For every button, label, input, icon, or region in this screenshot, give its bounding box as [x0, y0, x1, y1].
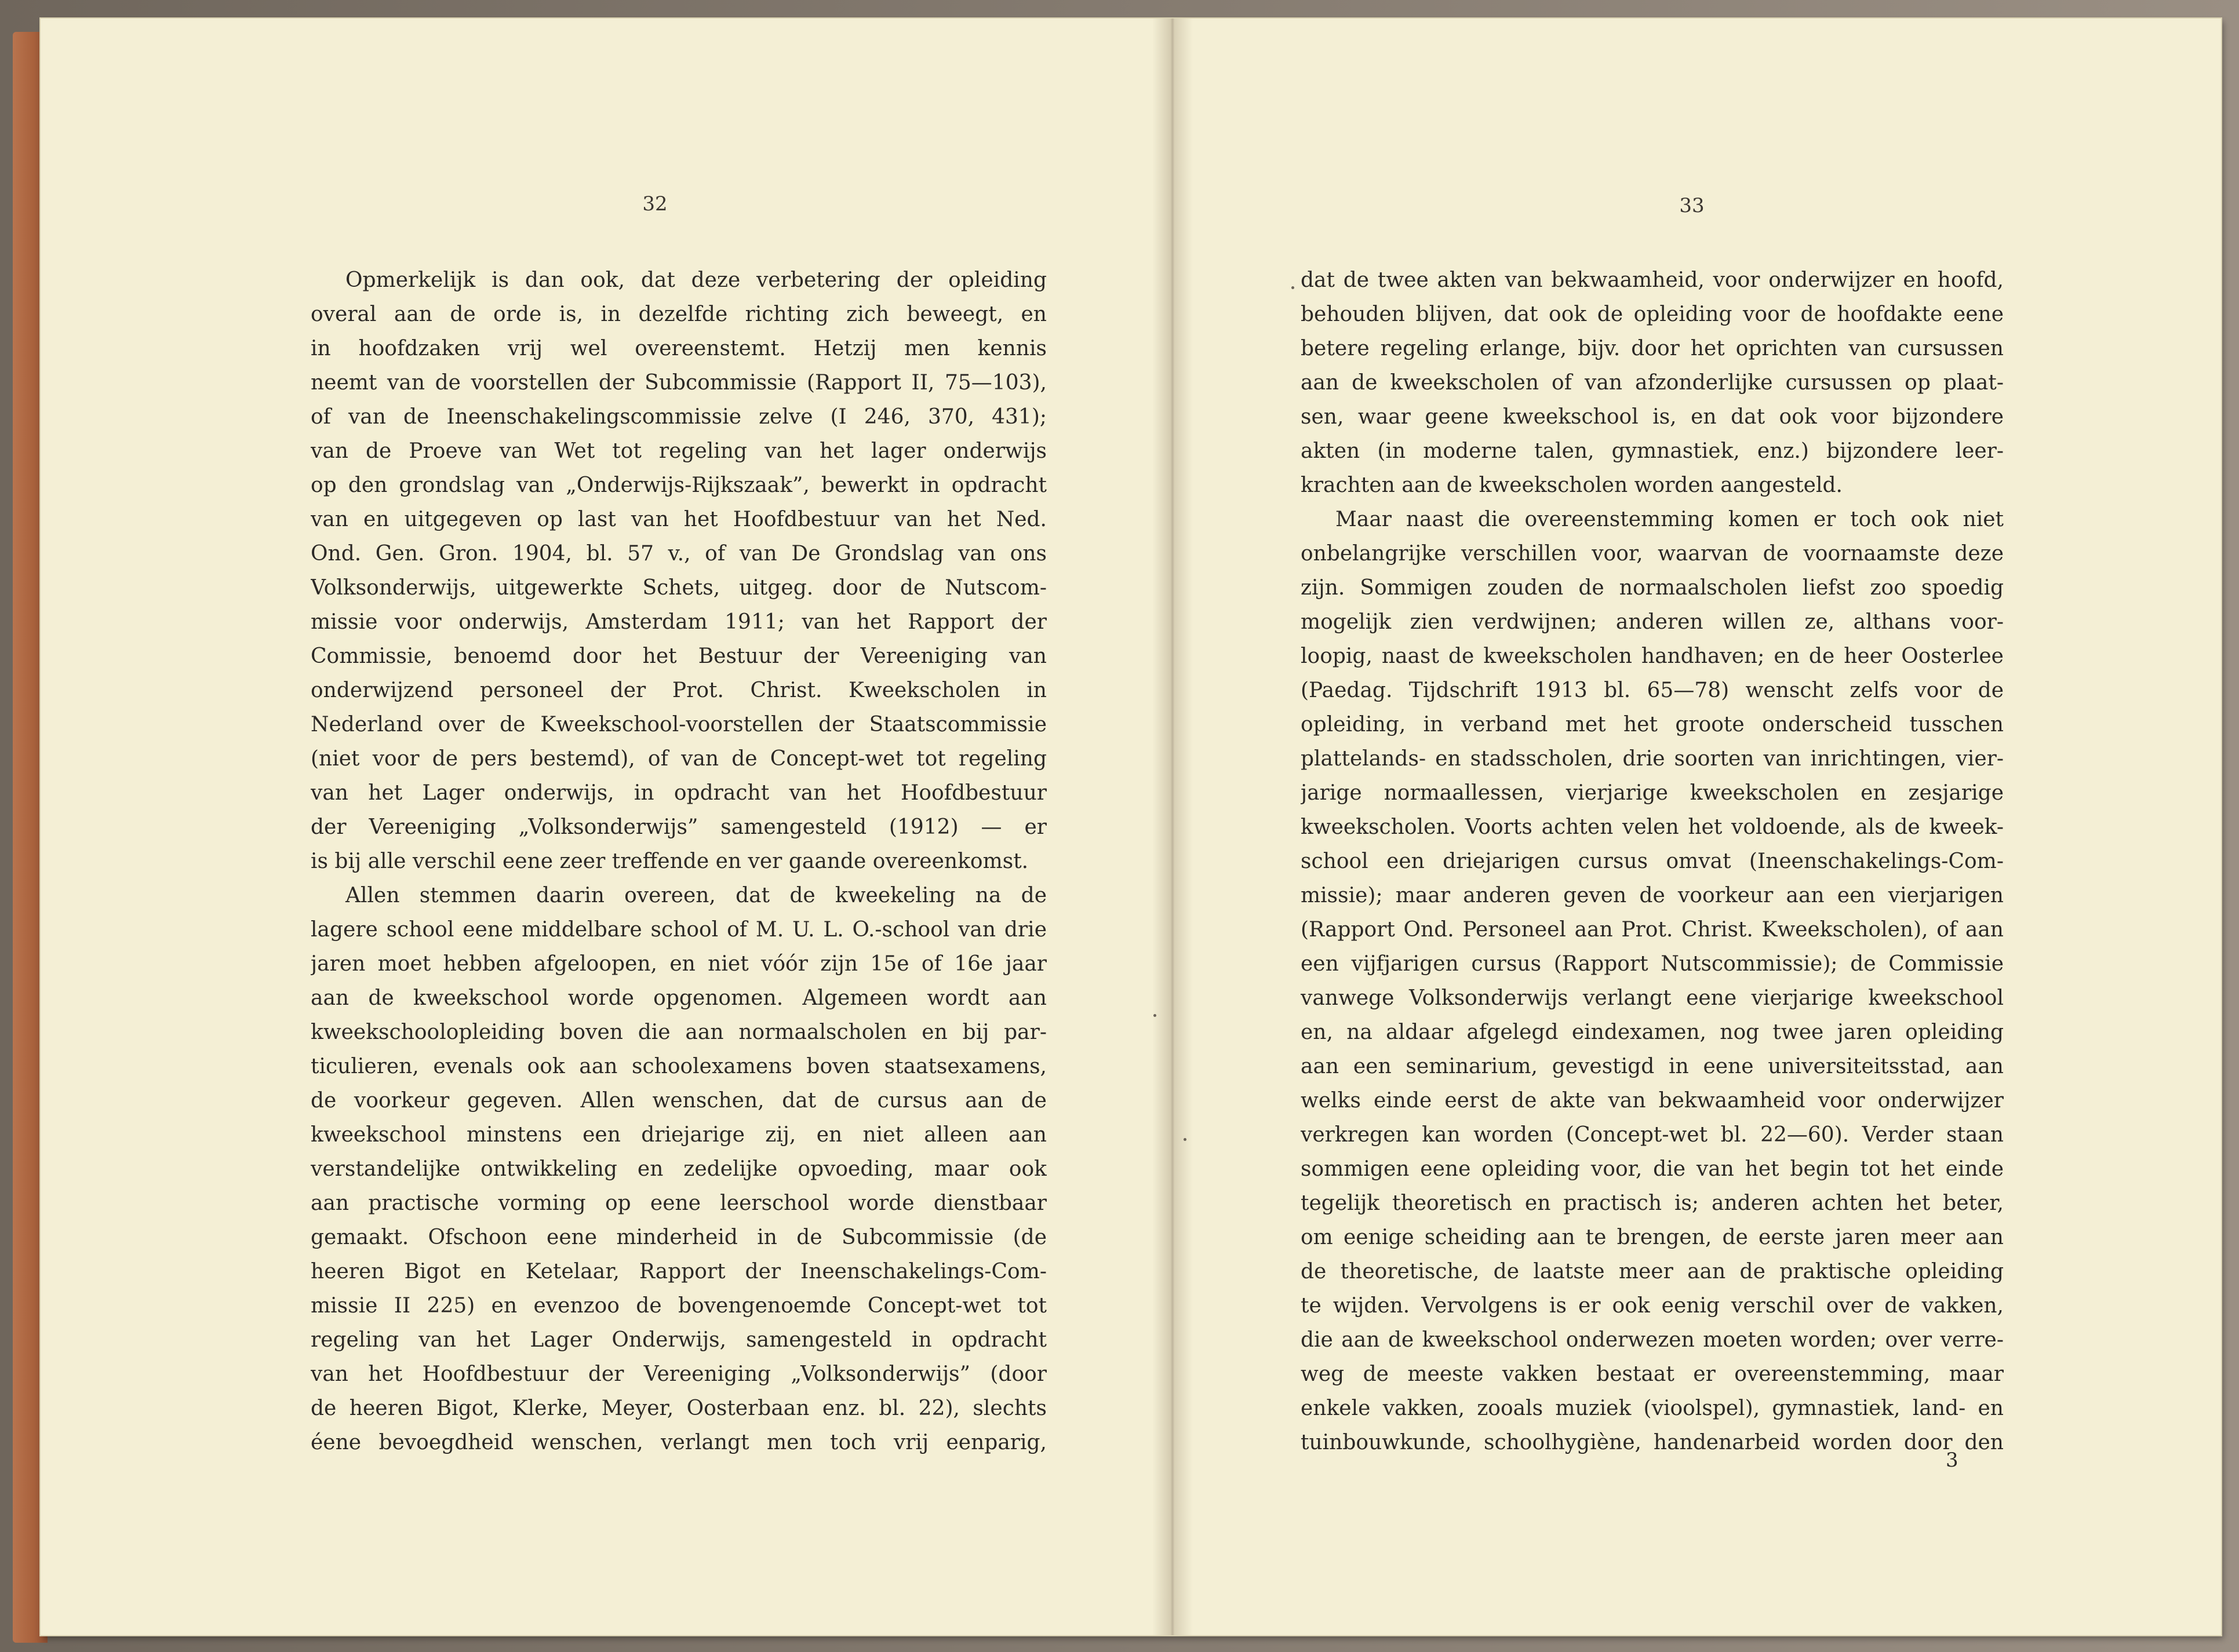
text-line: aan practische vorming op eene leerschool worde dienstbaar: [311, 1191, 1047, 1215]
text-line: verstandelijke ontwikkeling en zedelijke opvoeding, maar ook: [311, 1157, 1047, 1181]
text-line: dat de twee akten van bekwaamheid, voor onderwijzer en hoofd,: [1301, 268, 2004, 292]
signature-mark: 3: [1946, 1449, 1958, 1472]
right-page: [1173, 19, 2221, 1635]
text-line: weg de meeste vakken bestaat er overeenstemming, maar: [1301, 1362, 2004, 1386]
text-line: school een driejarigen cursus omvat (Ineenschakelings-Com-: [1301, 849, 2004, 873]
text-line: de theoretische, de laatste meer aan de praktische opleiding: [1301, 1260, 2004, 1283]
text-line: neemt van de voorstellen der Subcommissie (Rapport II, 75—103),: [311, 371, 1047, 395]
text-line: éene bevoegdheid wenschen, verlangt men toch vrij eenparig,: [311, 1431, 1047, 1454]
text-line: missie II 225) en evenzoo de bovengenoemde Concept-wet tot: [311, 1294, 1047, 1318]
text-line: akten (in moderne talen, gymnastiek, enz.) bijzondere leer-: [1301, 439, 2004, 463]
text-line: Ond. Gen. Gron. 1904, bl. 57 v., of van De Grondslag van ons: [311, 542, 1047, 566]
text-line: jaren moet hebben afgeloopen, en niet vóór zijn 15e of 16e jaar: [311, 952, 1047, 976]
text-line: Allen stemmen daarin overeen, dat de kweekeling na de: [345, 884, 1047, 907]
margin-speck: [1184, 1138, 1186, 1141]
text-line: behouden blijven, dat ook de opleiding voor de hoofdakte eene: [1301, 302, 2004, 326]
text-line: op den grondslag van „Onderwijs-Rijkszaak”, bewerkt in opdracht: [311, 473, 1047, 497]
text-line: missie); maar anderen geven de voorkeur aan een vierjarigen: [1301, 884, 2004, 907]
text-line: van de Proeve van Wet tot regeling van het lager onderwijs: [311, 439, 1047, 463]
text-line: om eenige scheiding aan te brengen, de eerste jaren meer aan: [1301, 1226, 2004, 1249]
text-line: Opmerkelijk is dan ook, dat deze verbetering der opleiding: [345, 268, 1047, 292]
margin-speck: [1153, 1014, 1156, 1017]
text-line: en, na aldaar afgelegd eindexamen, nog twee jaren opleiding: [1301, 1020, 2004, 1044]
text-line: te wijden. Vervolgens is er ook eenig verschil over de vakken,: [1301, 1294, 2004, 1318]
page-number-right: 33: [1679, 194, 1705, 217]
text-line: aan een seminarium, gevestigd in eene universiteitsstad, aan: [1301, 1055, 2004, 1078]
text-line: kweekschool minstens een driejarige zij, en niet alleen aan: [311, 1123, 1047, 1147]
text-line: aan de kweekscholen of van afzonderlijke cursussen op plaat-: [1301, 371, 2004, 395]
text-line: missie voor onderwijs, Amsterdam 1911; van het Rapport der: [311, 610, 1047, 634]
text-line: heeren Bigot en Ketelaar, Rapport der Ineenschakelings-Com-: [311, 1260, 1047, 1283]
text-line: der Vereeniging „Volksonderwijs” samengesteld (1912) — er: [311, 815, 1047, 839]
text-line: in hoofdzaken vrij wel overeenstemt. Hetzij men kennis: [311, 337, 1047, 360]
text-line: de heeren Bigot, Klerke, Meyer, Oosterbaan enz. bl. 22), slechts: [311, 1396, 1047, 1420]
text-line: van het Hoofdbestuur der Vereeniging „Volksonderwijs” (door: [311, 1362, 1047, 1386]
text-line: plattelands- en stadsscholen, drie soorten van inrichtingen, vier-: [1301, 747, 2004, 771]
text-line: (Rapport Ond. Personeel aan Prot. Christ. Kweekscholen), of aan: [1301, 918, 2004, 942]
left-page: [41, 19, 1173, 1635]
text-line: (niet voor de pers bestemd), of van de Concept-wet tot regeling: [311, 747, 1047, 771]
text-line: overal aan de orde is, in dezelfde richting zich beweegt, en: [311, 302, 1047, 326]
text-line: mogelijk zien verdwijnen; anderen willen ze, althans voor-: [1301, 610, 2004, 634]
text-line: welks einde eerst de akte van bekwaamheid voor onderwijzer: [1301, 1089, 2004, 1113]
text-line: ticulieren, evenals ook aan schoolexamens boven staatsexamens,: [311, 1055, 1047, 1078]
text-line: kweekschoolopleiding boven die aan normaalscholen en bij par-: [311, 1020, 1047, 1044]
text-line: van en uitgegeven op last van het Hoofdbestuur van het Ned.: [311, 508, 1047, 531]
text-line: betere regeling erlange, bijv. door het oprichten van cursussen: [1301, 337, 2004, 360]
text-line: een vijfjarigen cursus (Rapport Nutscommissie); de Commissie: [1301, 952, 2004, 976]
book-spread: [41, 19, 2221, 1635]
text-line: zijn. Sommigen zouden de normaalscholen liefst zoo spoedig: [1301, 576, 2004, 600]
text-line: gemaakt. Ofschoon eene minderheid in de Subcommissie (de: [311, 1226, 1047, 1249]
right-page-text: [1301, 263, 2004, 1460]
text-line: enkele vakken, zooals muziek (vioolspel), gymnastiek, land- en: [1301, 1396, 2004, 1420]
text-line: (Paedag. Tijdschrift 1913 bl. 65—78) wenscht zelfs voor de: [1301, 679, 2004, 702]
text-line: sommigen eene opleiding voor, die van het begin tot het einde: [1301, 1157, 2004, 1181]
text-line: opleiding, in verband met het groote onderscheid tusschen: [1301, 713, 2004, 736]
text-line: van het Lager onderwijs, in opdracht van het Hoofdbestuur: [311, 781, 1047, 805]
text-line: onderwijzend personeel der Prot. Christ. Kweekscholen in: [311, 679, 1047, 702]
text-line: Commissie, benoemd door het Bestuur der Vereeniging van: [311, 644, 1047, 668]
margin-speck: [1291, 286, 1294, 289]
page-number-left: 32: [642, 192, 668, 216]
text-line: regeling van het Lager Onderwijs, samengesteld in opdracht: [311, 1328, 1047, 1352]
text-line: Volksonderwijs, uitgewerkte Schets, uitgeg. door de Nutscom-: [311, 576, 1047, 600]
text-line: loopig, naast de kweekscholen handhaven; en de heer Oosterlee: [1301, 644, 2004, 668]
text-line: is bij alle verschil eene zeer treffende en ver gaande overeenkomst.: [311, 849, 1029, 873]
text-line: aan de kweekschool worde opgenomen. Algemeen wordt aan: [311, 986, 1047, 1010]
text-line: tuinbouwkunde, schoolhygiène, handenarbeid worden door den: [1301, 1431, 2004, 1454]
left-page-text: [311, 263, 1047, 1460]
text-line: kweekscholen. Voorts achten velen het voldoende, als de kweek-: [1301, 815, 2004, 839]
text-line: tegelijk theoretisch en practisch is; anderen achten het beter,: [1301, 1191, 2004, 1215]
text-line: Nederland over de Kweekschool-voorstellen der Staatscommissie: [311, 713, 1047, 736]
text-line: krachten aan de kweekscholen worden aangesteld.: [1301, 473, 1843, 497]
text-line: die aan de kweekschool onderwezen moeten worden; over verre-: [1301, 1328, 2004, 1352]
text-line: lagere school eene middelbare school of M. U. L. O.-school van drie: [311, 918, 1047, 942]
text-line: vanwege Volksonderwijs verlangt eene vierjarige kweekschool: [1301, 986, 2004, 1010]
text-line: of van de Ineenschakelingscommissie zelve (I 246, 370, 431);: [311, 405, 1047, 429]
text-line: onbelangrijke verschillen voor, waarvan de voornaamste deze: [1301, 542, 2004, 566]
text-line: jarige normaallessen, vierjarige kweekscholen en zesjarige: [1301, 781, 2004, 805]
text-line: sen, waar geene kweekschool is, en dat ook voor bijzondere: [1301, 405, 2004, 429]
text-line: verkregen kan worden (Concept-wet bl. 22—60). Verder staan: [1301, 1123, 2004, 1147]
text-line: Maar naast die overeenstemming komen er toch ook niet: [1335, 508, 2004, 531]
text-line: de voorkeur gegeven. Allen wenschen, dat de cursus aan de: [311, 1089, 1047, 1113]
